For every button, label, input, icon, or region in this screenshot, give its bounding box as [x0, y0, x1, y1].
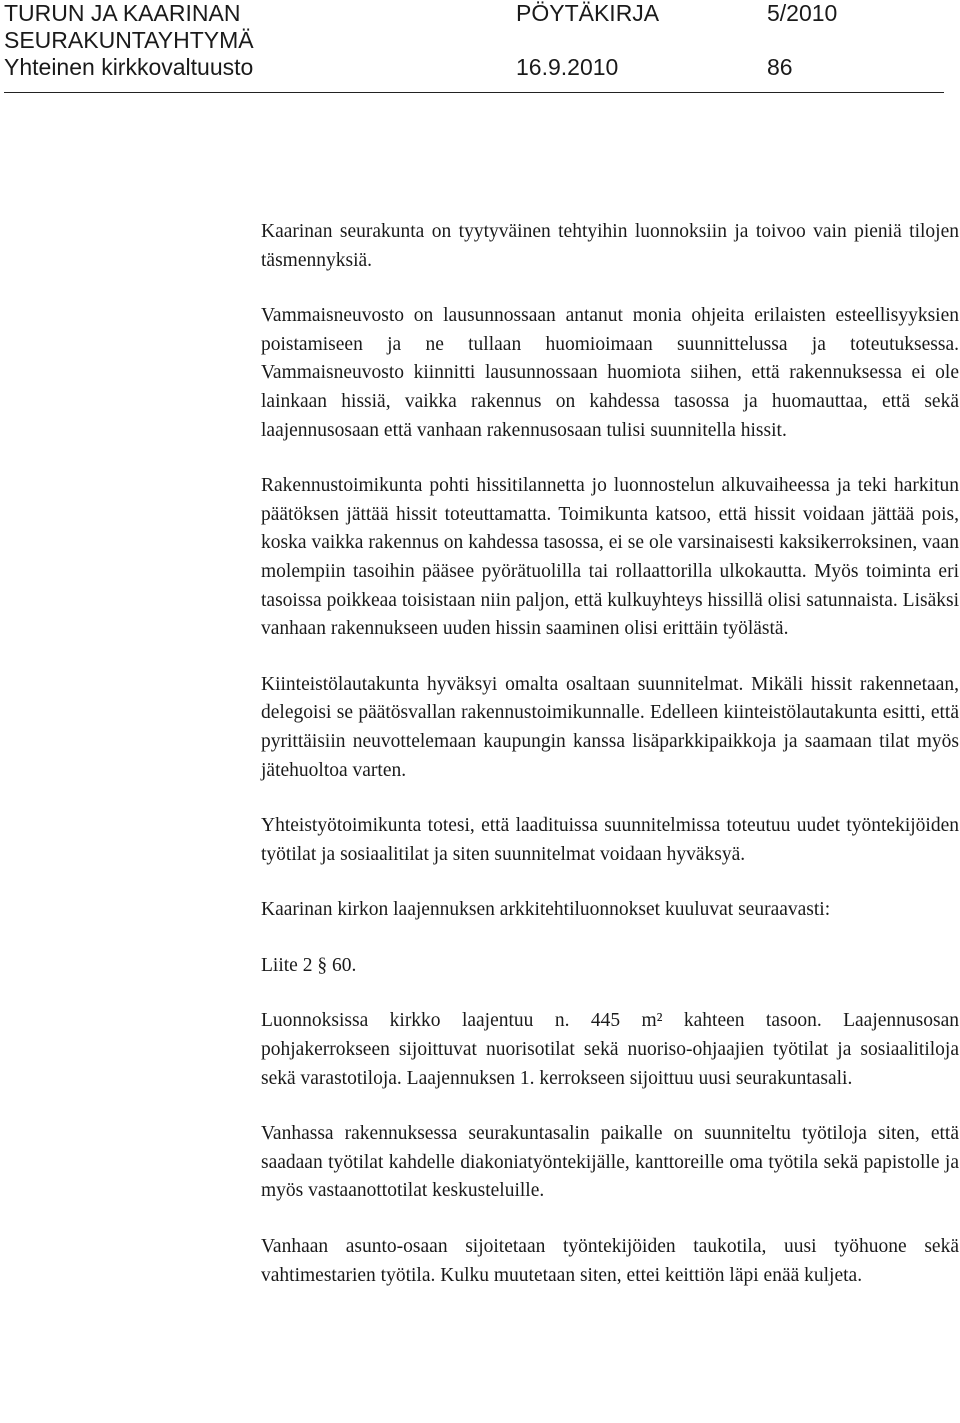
body-name: Yhteinen kirkkovaltuusto	[4, 54, 254, 80]
document-type: PÖYTÄKIRJA	[516, 0, 660, 26]
meeting-date: 16.9.2010	[516, 54, 619, 80]
paragraph: Yhteistyötoimikunta totesi, että laadituissa suunnitelmissa toteutuu uudet työntekijöiden työtilat ja sosiaalitilat ja siten suunnitelmat voidaan hyväksyä.	[261, 815, 959, 865]
header-row-1	[0, 0, 960, 27]
document-body	[261, 218, 959, 1290]
header-divider	[4, 92, 944, 93]
page-number: 86	[767, 54, 793, 80]
paragraph: Rakennustoimikunta pohti hissitilannetta jo luonnostelun alkuvaiheessa ja teki harkitun päätöksen jättää hissit toteuttamatta. Toimikunta katsoo, että hissit voidaan jättää pois, koska vaikka rakennus on kahdessa tasossa, ei se ole varsinaisesti kaksikerroksinen, vaan molempiin tasoihin pääsee pyörätuolilla tai rollaattorilla ulkokautta. Myös toiminta eri tasoissa poikkeaa toisistaan niin paljon, että kulkuyhteys hissillä olisi satunnaista. Lisäksi vanhaan rakennukseen uuden hissin saaminen olisi erittäin työlästä.	[261, 475, 959, 640]
paragraph: Vanhassa rakennuksessa seurakuntasalin paikalle on suunniteltu työtiloja siten, että saadaan työtilat kahdelle diakoniatyöntekijälle, kanttoreille oma työtila sekä papistolle ja myös vastaanottotilat keskusteluille.	[261, 1123, 959, 1202]
page-header	[0, 0, 960, 81]
paragraph: Kaarinan seurakunta on tyytyväinen tehtyihin luonnoksiin ja toivoo vain pieniä tilojen täsmennyksiä.	[261, 221, 959, 271]
attachment-reference: Liite 2 § 60.	[261, 954, 357, 976]
header-row-3	[0, 54, 960, 81]
paragraph: Kiinteistölautakunta hyväksyi omalta osaltaan suunnitelmat. Mikäli hissit rakennetaan, delegoisi se päätösvallan rakennustoimikunnalle. Edelleen kiinteistölautakunta esitti, että pyrittäisiin neuvottelemaan kaupungin kanssa lisäparkkipaikkoja ja saamaan tilat myös jätehuoltoa varten.	[261, 673, 959, 781]
paragraph: Vammaisneuvosto on lausunnossaan antanut monia ohjeita erilaisten esteellisyyksien poistamiseen ja ne tullaan huomioimaan suunnittelussa ja toteutuksessa. Vammaisneuvosto kiinnitti lausunnossaan huomiota siihen, että rakennuksessa ei ole lainkaan hissiä, vaikka rakennus on kahdessa tasossa ja huomauttaa, että sekä laajennusosaan että vanhaan rakennusosaan tulisi suunnitella hissit.	[261, 305, 959, 441]
paragraph: Kaarinan kirkon laajennuksen arkkitehtiluonnokset kuuluvat seuraavasti:	[261, 899, 831, 921]
organization-name: TURUN JA KAARINAN	[4, 0, 241, 26]
paragraph: Vanhaan asunto-osaan sijoitetaan työntekijöiden taukotila, uusi työhuone sekä vahtimestarien työtila. Kulku muutetaan siten, ettei keittiön läpi enää kuljeta.	[261, 1236, 959, 1286]
document-number: 5/2010	[767, 0, 838, 26]
header-row-2	[0, 27, 960, 54]
organization-subname: SEURAKUNTAYHTYMÄ	[4, 27, 254, 53]
paragraph: Luonnoksissa kirkko laajentuu n. 445 m² kahteen tasoon. Laajennusosan pohjakerrokseen sijoittuvat nuorisotilat sekä nuoriso-ohjaajien työtilat ja sosiaalitiloja sekä varastotiloja. Laajennuksen 1. kerrokseen sijoittuu uusi seurakuntasali.	[261, 1010, 959, 1089]
